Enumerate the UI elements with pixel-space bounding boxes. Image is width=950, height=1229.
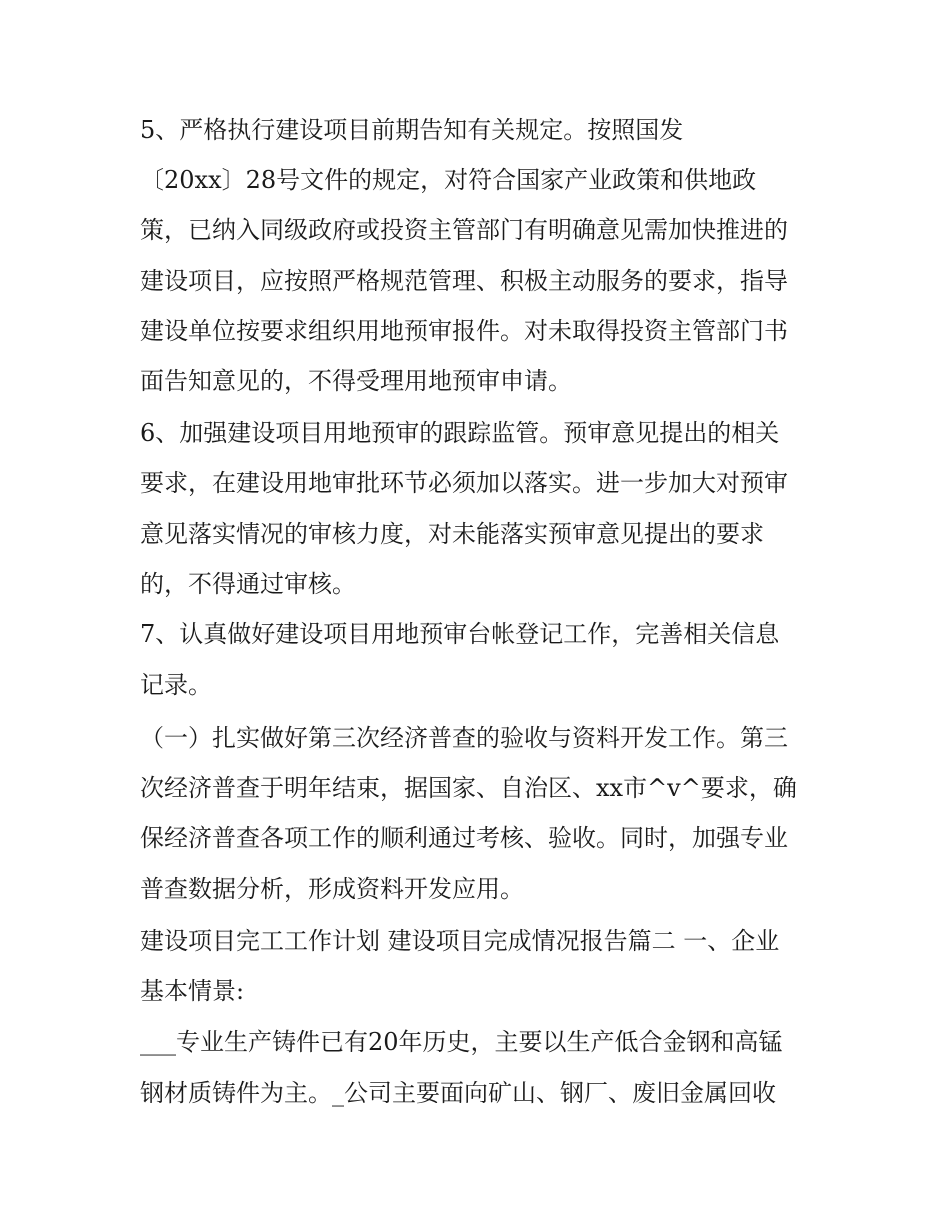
text-line: 建设项目完工工作计划 建设项目完成情况报告篇二 一、企业 (140, 927, 780, 955)
text-line: 7、认真做好建设项目用地预审台帐登记工作，完善相关信息 (140, 620, 780, 648)
text-line: 保经济普查各项工作的顺利通过考核、验收。同时，加强专业 (140, 824, 788, 852)
text-line: 策，已纳入同级政府或投资主管部门有明确意见需加快推进的 (140, 216, 788, 244)
text-line: 6、加强建设项目用地预审的跟踪监管。预审意见提出的相关 (140, 419, 780, 447)
text-line: 记录。 (140, 671, 212, 699)
text-line: 的，不得通过审核。 (140, 570, 356, 598)
text-line: 建设单位按要求组织用地预审报件。对未取得投资主管部门书 (140, 317, 788, 345)
text-line: 普查数据分析，形成资料开发应用。 (140, 875, 524, 903)
text-line: 意见落实情况的审核力度，对未能落实预审意见提出的要求 (140, 520, 764, 548)
text-line: 基本情景: (140, 977, 245, 1005)
text-line: 要求，在建设用地审批环节必须加以落实。进一步加大对预审 (140, 469, 788, 497)
text-line: 5、严格执行建设项目前期告知有关规定。按照国发 (140, 116, 684, 144)
text-line: 〔20xx〕28号文件的规定，对符合国家产业政策和供地政 (140, 166, 757, 194)
text-line: 钢材质铸件为主。_公司主要面向矿山、钢厂、废旧金属回收 (140, 1079, 776, 1107)
text-line: 面告知意见的，不得受理用地预审申请。 (140, 367, 572, 395)
text-line: （一）扎实做好第三次经济普查的验收与资料开发工作。第三 (140, 724, 788, 752)
text-line: 次经济普查于明年结束，据国家、自治区、xx市^v^要求，确 (140, 774, 797, 802)
text-line: 建设项目，应按照严格规范管理、积极主动服务的要求，指导 (140, 267, 788, 295)
text-line: ___专业生产铸件已有20年历史，主要以生产低合金钢和高锰 (140, 1028, 783, 1056)
